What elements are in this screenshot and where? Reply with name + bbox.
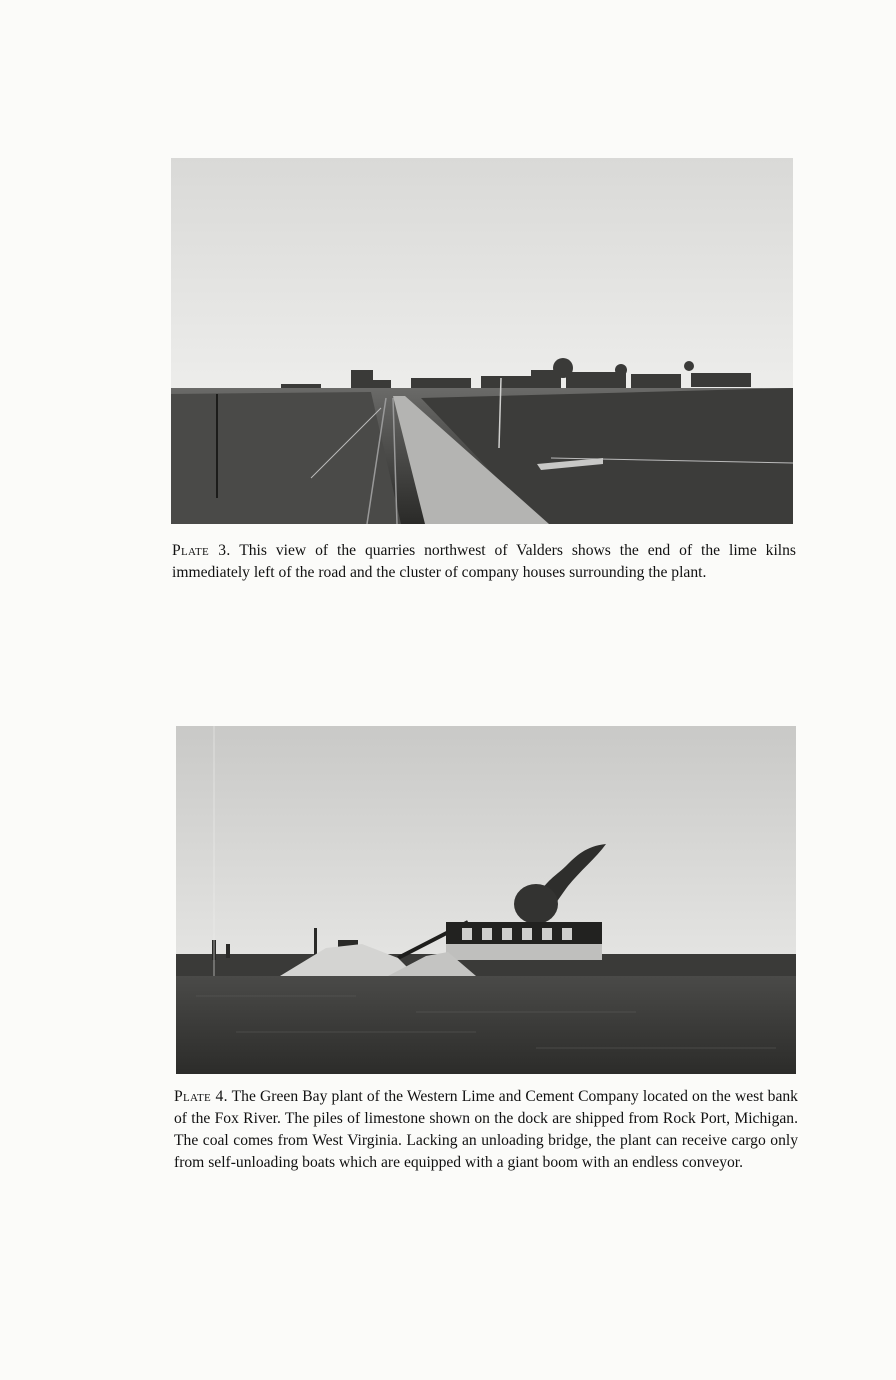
plate-4-photo bbox=[176, 726, 796, 1074]
plate-3-label: Plate 3. bbox=[172, 542, 231, 559]
plate-3-caption-text: This view of the quarries northwest of Valders shows the end of the lime kilns immediately left of the road and the cluster of company houses surrounding the plant. bbox=[172, 542, 796, 581]
lime-plant-image bbox=[176, 726, 796, 1074]
plate-4-caption bbox=[174, 1086, 798, 1174]
quarry-road-image bbox=[171, 158, 793, 524]
plate-3-caption bbox=[172, 540, 796, 584]
plate-4-label: Plate 4. bbox=[174, 1088, 228, 1105]
plate-3-photo bbox=[171, 158, 793, 524]
plate-4-caption-text: The Green Bay plant of the Western Lime and Cement Company located on the west bank of the Fox River. The piles of limestone shown on the dock are shipped from Rock Port, Michigan. The coal comes from West Virginia. Lacking an unloading bridge, the plant can receive cargo only from self-unloading boats which are equipped with a giant boom with an endless conveyor. bbox=[174, 1088, 798, 1171]
